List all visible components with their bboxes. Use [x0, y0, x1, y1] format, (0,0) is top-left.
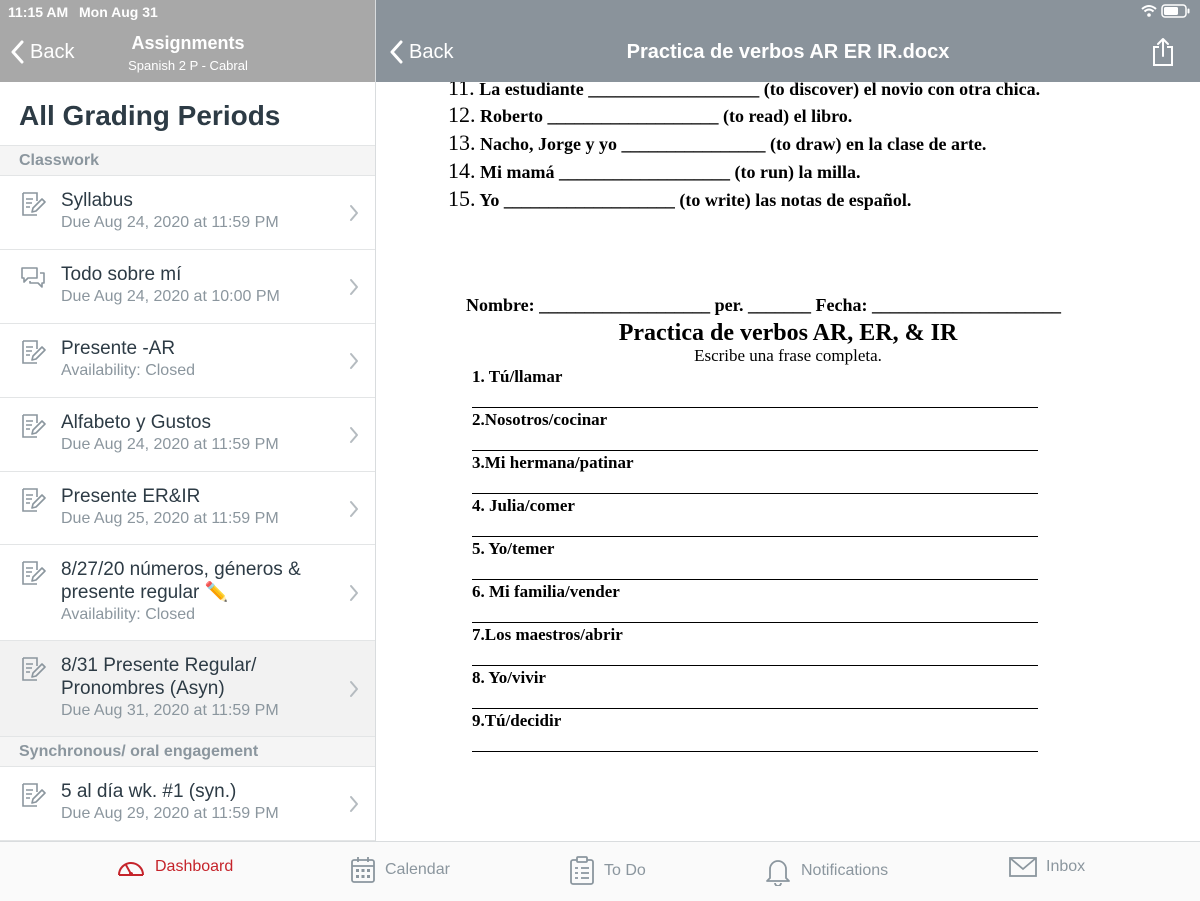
- chevron-right-icon: [349, 680, 359, 698]
- status-date: Mon Aug 31: [79, 4, 158, 20]
- answer-line: [472, 579, 1038, 580]
- tab-bar: [0, 841, 1200, 901]
- tab-calendar-label: Calendar: [385, 861, 450, 878]
- section-header-synchronous: Synchronous/ oral engagement: [0, 736, 375, 767]
- assignment-subtitle: Due Aug 24, 2020 at 11:59 PM: [61, 436, 279, 453]
- left-nav-bar: [0, 0, 376, 82]
- chevron-right-icon: [349, 352, 359, 370]
- document-line-number: 11.: [448, 82, 475, 100]
- assignment-subtitle: Due Aug 24, 2020 at 10:00 PM: [61, 288, 280, 305]
- answer-line: [472, 493, 1038, 494]
- document-prompt: 6. Mi familia/vender: [472, 582, 620, 601]
- document-line-number: 14.: [448, 158, 476, 183]
- assignment-icon: [20, 487, 46, 513]
- tab-notifications[interactable]: [764, 856, 888, 886]
- left-back-label: Back: [30, 40, 75, 63]
- document-prompt: 9.Tú/decidir: [472, 711, 562, 730]
- answer-line: [472, 708, 1038, 709]
- answer-line: [472, 450, 1038, 451]
- document-line-number: 15.: [448, 186, 476, 211]
- assignment-row[interactable]: [0, 250, 375, 324]
- document-line-text: Mi mamá ___________________ (to run) la milla.: [475, 162, 861, 182]
- assignment-row[interactable]: [0, 641, 375, 737]
- document-line-text: La estudiante ___________________ (to discover) el novio con otra chica.: [474, 82, 1041, 99]
- discussion-icon: [20, 265, 46, 291]
- chevron-right-icon: [349, 584, 359, 602]
- document-prompt: 8. Yo/vivir: [472, 668, 546, 687]
- assignment-title: 8/31 Presente Regular/ Pronombres (Asyn): [61, 655, 257, 699]
- assignment-row[interactable]: [0, 545, 375, 641]
- document-line: [448, 102, 852, 128]
- tab-dashboard-label: Dashboard: [155, 858, 234, 875]
- assignment-icon: [20, 656, 46, 682]
- answer-line: [472, 536, 1038, 537]
- tab-inbox[interactable]: [1009, 856, 1085, 878]
- assignment-title: Presente ER&IR: [61, 486, 201, 507]
- assignment-subtitle: Availability: Closed: [61, 362, 195, 379]
- assignment-row[interactable]: [0, 767, 375, 841]
- chevron-right-icon: [349, 426, 359, 444]
- assignment-title: 5 al día wk. #1 (syn.): [61, 781, 237, 802]
- document-prompt: 7.Los maestros/abrir: [472, 625, 623, 644]
- bell-icon: [764, 856, 792, 886]
- assignment-icon: [20, 413, 46, 439]
- calendar-icon: [350, 856, 376, 884]
- document-line-number: 12.: [448, 102, 476, 127]
- doc-back-label: Back: [409, 40, 454, 63]
- chevron-right-icon: [349, 500, 359, 518]
- assignment-icon: [20, 339, 46, 365]
- chevron-right-icon: [349, 795, 359, 813]
- dashboard-icon: [116, 856, 146, 878]
- assignment-title: 8/27/20 números, géneros & presente regular ✏️: [61, 559, 301, 603]
- tab-todo[interactable]: [569, 856, 646, 886]
- assignment-icon: [20, 191, 46, 217]
- section-header-classwork: Classwork: [0, 145, 375, 176]
- assignment-title: Alfabeto y Gustos: [61, 412, 211, 433]
- assignment-icon: [20, 782, 46, 808]
- answer-line: [472, 751, 1038, 752]
- document-line-text: Nacho, Jorge y yo ________________ (to draw) en la clase de arte.: [475, 134, 987, 154]
- document-line: [448, 158, 860, 184]
- assignment-row[interactable]: [0, 324, 375, 398]
- assignment-subtitle: Due Aug 31, 2020 at 11:59 PM: [61, 702, 279, 719]
- assignment-row[interactable]: [0, 176, 375, 250]
- document-line: [448, 82, 1040, 101]
- chevron-right-icon: [349, 204, 359, 222]
- nav-subtitle: Spanish 2 P - Cabral: [128, 58, 248, 73]
- battery-icon: [1161, 4, 1191, 18]
- document-prompt: 2.Nosotros/cocinar: [472, 410, 608, 429]
- document-line-number: 13.: [448, 130, 476, 155]
- assignment-row[interactable]: [0, 398, 375, 472]
- document-nav-bar: [376, 0, 1200, 82]
- document-line: [448, 186, 911, 212]
- status-time: 11:15 AM: [8, 4, 69, 20]
- answer-line: [472, 665, 1038, 666]
- document-line-text: Roberto ___________________ (to read) el libro.: [475, 106, 853, 126]
- document-prompt: 3.Mi hermana/patinar: [472, 453, 634, 472]
- assignment-title: Todo sobre mí: [61, 264, 182, 285]
- todo-icon: [569, 856, 595, 886]
- share-icon[interactable]: [1150, 37, 1176, 67]
- nav-title: Assignments: [131, 33, 245, 53]
- assignment-title: Syllabus: [61, 190, 133, 211]
- document-prompt: 1. Tú/llamar: [472, 367, 563, 386]
- chevron-right-icon: [349, 278, 359, 296]
- assignment-row[interactable]: [0, 472, 375, 545]
- document-instruction: Escribe una frase completa.: [694, 346, 882, 365]
- tab-dashboard[interactable]: [116, 856, 233, 878]
- assignment-title: Presente -AR: [61, 338, 176, 359]
- assignment-subtitle: Availability: Closed: [61, 606, 195, 623]
- tab-calendar[interactable]: [350, 856, 450, 884]
- document-prompt: 4. Julia/comer: [472, 496, 575, 515]
- answer-line: [472, 407, 1038, 408]
- document-heading: Practica de verbos AR, ER, & IR: [618, 320, 958, 346]
- assignment-subtitle: Due Aug 25, 2020 at 11:59 PM: [61, 510, 279, 527]
- assignment-icon: [20, 560, 46, 586]
- inbox-icon: [1009, 856, 1037, 878]
- document-line: [448, 130, 986, 156]
- document-title: Practica de verbos AR ER IR.docx: [626, 41, 950, 63]
- grading-period-title[interactable]: All Grading Periods: [19, 100, 281, 131]
- document-prompt: 5. Yo/temer: [472, 539, 555, 558]
- answer-line: [472, 622, 1038, 623]
- tab-inbox-label: Inbox: [1046, 858, 1086, 875]
- document-line-text: Yo ___________________ (to write) las notas de español.: [475, 190, 912, 210]
- wifi-icon: [1141, 4, 1157, 18]
- document-name-line: Nombre: ___________________ per. _______ Fecha: _____________________: [466, 295, 1061, 315]
- assignment-subtitle: Due Aug 24, 2020 at 11:59 PM: [61, 214, 279, 231]
- tab-todo-label: To Do: [604, 862, 646, 879]
- document-viewer[interactable]: [376, 82, 1200, 841]
- tab-notifications-label: Notifications: [801, 862, 889, 879]
- assignments-pane: [0, 0, 376, 841]
- assignment-subtitle: Due Aug 29, 2020 at 11:59 PM: [61, 805, 279, 822]
